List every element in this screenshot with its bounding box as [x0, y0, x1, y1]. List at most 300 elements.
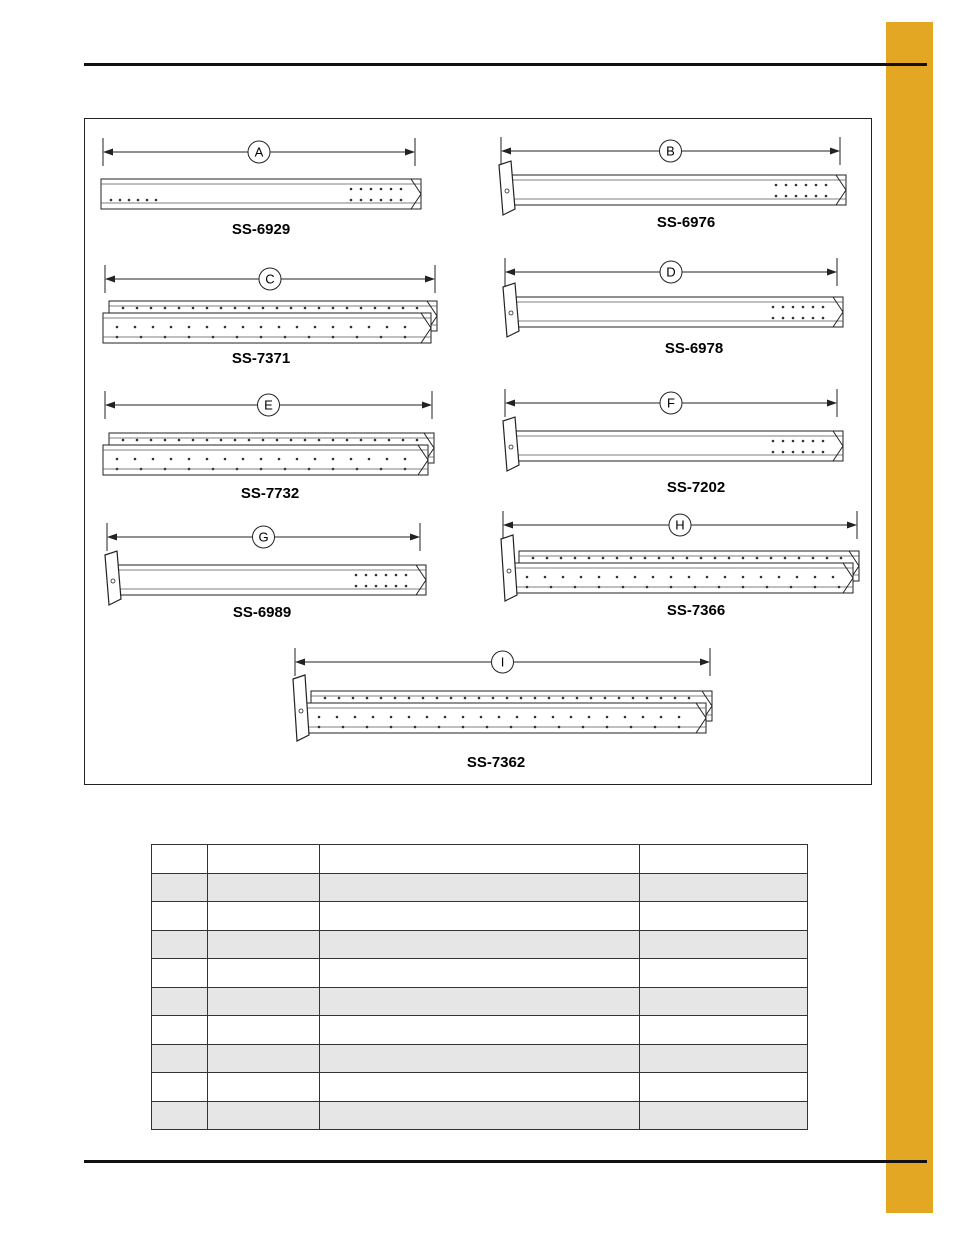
bolt-hole [772, 440, 775, 443]
bolt-hole [775, 184, 778, 187]
part-drawing [501, 511, 859, 619]
bolt-hole [642, 716, 645, 719]
bolt-hole [188, 468, 191, 471]
bolt-hole [116, 336, 119, 339]
bolt-hole [782, 306, 785, 309]
bolt-hole [346, 439, 349, 442]
bolt-hole [724, 576, 727, 579]
bolt-hole [390, 716, 393, 719]
bolt-hole [478, 697, 481, 700]
beam-channel [513, 563, 853, 593]
bolt-hole [350, 458, 353, 461]
table-cell [640, 902, 808, 931]
bolt-hole [840, 557, 843, 560]
part-drawing [105, 523, 426, 621]
bolt-hole [116, 468, 119, 471]
table-row [152, 873, 808, 902]
part-number-label: SS-7371 [231, 350, 291, 367]
table-cell [320, 959, 640, 988]
table-cell [152, 987, 208, 1016]
table-cell [152, 1101, 208, 1130]
dimension-letter: I [500, 654, 505, 670]
bolt-hole [544, 576, 547, 579]
bolt-hole [670, 576, 673, 579]
column-header [640, 845, 808, 874]
table-cell [152, 959, 208, 988]
bolt-hole [404, 326, 407, 329]
bolt-hole [760, 576, 763, 579]
bolt-hole [188, 336, 191, 339]
bolt-hole [772, 317, 775, 320]
bolt-hole [164, 307, 167, 310]
bolt-hole [742, 557, 745, 560]
bolt-hole [386, 458, 389, 461]
bolt-hole [212, 336, 215, 339]
bolt-hole [220, 307, 223, 310]
bolt-hole [405, 585, 408, 588]
bolt-hole [242, 326, 245, 329]
column-header [320, 845, 640, 874]
bolt-hole [234, 307, 237, 310]
table-cell [640, 1101, 808, 1130]
bolt-hole [426, 716, 429, 719]
bolt-hole [356, 336, 359, 339]
part-number-label: SS-7202 [666, 479, 726, 496]
bolt-hole [450, 697, 453, 700]
bolt-hole [546, 557, 549, 560]
base-plate [105, 551, 121, 605]
bolt-hole [728, 557, 731, 560]
bolt-hole [290, 439, 293, 442]
bolt-hole [248, 307, 251, 310]
bolt-hole [630, 726, 633, 729]
bolt-hole [618, 697, 621, 700]
bolt-hole [116, 326, 119, 329]
bolt-hole [360, 188, 363, 191]
bolt-hole [150, 307, 153, 310]
bolt-hole [318, 716, 321, 719]
bolt-hole [782, 317, 785, 320]
bolt-hole [152, 326, 155, 329]
bolt-hole [136, 439, 139, 442]
bolt-hole [324, 697, 327, 700]
bolt-hole [260, 336, 263, 339]
bolt-hole [694, 586, 697, 589]
table-row [152, 959, 808, 988]
bolt-hole [164, 439, 167, 442]
bolt-hole [402, 307, 405, 310]
part-drawing [293, 648, 712, 771]
bolt-hole [304, 307, 307, 310]
bolt-hole [408, 697, 411, 700]
bolt-hole [122, 307, 125, 310]
bolt-hole [318, 307, 321, 310]
bolt-hole [550, 586, 553, 589]
dimension-letter: A [254, 144, 264, 160]
bolt-hole [646, 697, 649, 700]
table-cell [320, 873, 640, 902]
bolt-hole [360, 307, 363, 310]
bolt-hole [498, 716, 501, 719]
table-cell [208, 930, 320, 959]
bolt-hole [178, 307, 181, 310]
part-drawing [503, 389, 843, 496]
bolt-hole [224, 326, 227, 329]
bolt-hole [558, 726, 561, 729]
bolt-hole [152, 458, 155, 461]
bolt-hole [624, 716, 627, 719]
bolt-hole [388, 307, 391, 310]
table-cell [320, 1073, 640, 1102]
table-cell [640, 1044, 808, 1073]
bolt-hole [742, 586, 745, 589]
bolt-hole [622, 586, 625, 589]
bolt-hole [414, 726, 417, 729]
bolt-hole [395, 574, 398, 577]
bolt-hole [380, 199, 383, 202]
bolt-hole [128, 199, 131, 202]
bolt-hole [350, 199, 353, 202]
bolt-hole [534, 716, 537, 719]
bolt-hole [262, 307, 265, 310]
table-header-row [152, 845, 808, 874]
bolt-hole [604, 697, 607, 700]
bolt-hole [276, 439, 279, 442]
bolt-hole [304, 439, 307, 442]
part-number-label: SS-6989 [232, 604, 292, 621]
bolt-hole [570, 716, 573, 719]
table-cell [640, 1016, 808, 1045]
dimension-letter: F [667, 395, 675, 411]
beam-channel [515, 297, 843, 327]
footer-rule [84, 1160, 927, 1163]
bolt-hole [380, 336, 383, 339]
bolt-hole [400, 188, 403, 191]
bolt-hole [532, 557, 535, 560]
bolt-hole [802, 306, 805, 309]
bolt-hole [206, 458, 209, 461]
parts-figure [84, 118, 872, 785]
bolt-hole [416, 439, 419, 442]
bolt-hole [632, 697, 635, 700]
bolt-hole [825, 195, 828, 198]
bolt-hole [812, 440, 815, 443]
bolt-hole [314, 326, 317, 329]
bolt-hole [119, 199, 122, 202]
bolt-hole [374, 307, 377, 310]
bolt-hole [354, 716, 357, 719]
bolt-hole [385, 585, 388, 588]
bolt-hole [825, 184, 828, 187]
bolt-hole [756, 557, 759, 560]
bolt-hole [380, 697, 383, 700]
table-cell [320, 1044, 640, 1073]
bolt-hole [438, 726, 441, 729]
bolt-hole [155, 199, 158, 202]
bolt-hole [778, 576, 781, 579]
bolt-hole [714, 557, 717, 560]
bolt-hole [284, 336, 287, 339]
bolt-hole [346, 307, 349, 310]
table-cell [640, 930, 808, 959]
table-row [152, 930, 808, 959]
bolt-hole [422, 697, 425, 700]
bolt-hole [826, 557, 829, 560]
bolt-hole [188, 458, 191, 461]
bolt-hole [224, 458, 227, 461]
bolt-hole [688, 576, 691, 579]
header-rule [84, 63, 927, 66]
bolt-hole [336, 716, 339, 719]
bolt-hole [332, 468, 335, 471]
bolt-hole [314, 458, 317, 461]
table-cell [208, 987, 320, 1016]
bolt-hole [332, 307, 335, 310]
bolt-hole [352, 697, 355, 700]
bolt-hole [350, 188, 353, 191]
dimension-letter: H [675, 517, 685, 533]
bolt-hole [402, 439, 405, 442]
table-cell [208, 902, 320, 931]
bolt-hole [812, 306, 815, 309]
bolt-hole [658, 557, 661, 560]
bolt-hole [380, 188, 383, 191]
bolt-hole [814, 576, 817, 579]
bolt-hole [436, 697, 439, 700]
bolt-hole [795, 195, 798, 198]
bolt-hole [318, 439, 321, 442]
bolt-hole [360, 439, 363, 442]
bolt-hole [790, 586, 793, 589]
bolt-hole [526, 586, 529, 589]
part-number-label: SS-6978 [664, 340, 724, 357]
bolt-hole [380, 468, 383, 471]
part-number-label: SS-7362 [466, 754, 526, 771]
bolt-hole [192, 307, 195, 310]
bolt-hole [646, 586, 649, 589]
bolt-hole [296, 458, 299, 461]
bolt-hole [534, 726, 537, 729]
table-cell [152, 902, 208, 931]
table-cell [208, 1044, 320, 1073]
table-cell [320, 902, 640, 931]
bolt-hole [332, 336, 335, 339]
bolt-hole [395, 585, 398, 588]
bolt-hole [644, 557, 647, 560]
bolt-hole [372, 716, 375, 719]
bolt-hole [290, 307, 293, 310]
bolt-hole [526, 576, 529, 579]
bolt-hole [212, 468, 215, 471]
bolt-hole [262, 439, 265, 442]
bolt-hole [388, 439, 391, 442]
bolt-hole [150, 439, 153, 442]
table-row [152, 1073, 808, 1102]
bolt-hole [366, 697, 369, 700]
bolt-hole [368, 458, 371, 461]
bolt-hole [365, 585, 368, 588]
bolt-hole [678, 726, 681, 729]
bolt-hole [670, 586, 673, 589]
bolt-hole [444, 716, 447, 719]
bolt-hole [654, 726, 657, 729]
bolt-hole [260, 326, 263, 329]
bolt-hole [590, 697, 593, 700]
part-drawing [503, 258, 843, 357]
bolt-hole [812, 557, 815, 560]
bolt-hole [822, 306, 825, 309]
bolt-hole [785, 184, 788, 187]
dimension-letter: C [265, 271, 275, 287]
bolt-hole [616, 557, 619, 560]
bolt-hole [580, 576, 583, 579]
table-row [152, 902, 808, 931]
bolt-hole [356, 468, 359, 471]
bolt-hole [164, 336, 167, 339]
bolt-hole [588, 716, 591, 719]
part-number-label: SS-6976 [656, 214, 716, 231]
bolt-hole [510, 726, 513, 729]
bolt-hole [408, 716, 411, 719]
table-row [152, 1016, 808, 1045]
bolt-hole [672, 557, 675, 560]
bolt-hole [464, 697, 467, 700]
bolt-hole [385, 574, 388, 577]
bolt-hole [342, 726, 345, 729]
bolt-hole [792, 451, 795, 454]
bolt-hole [206, 307, 209, 310]
bolt-hole [400, 199, 403, 202]
bolt-hole [742, 576, 745, 579]
bolt-hole [164, 468, 167, 471]
bolt-hole [822, 451, 825, 454]
bolt-hole [110, 199, 113, 202]
table-cell [208, 1101, 320, 1130]
bolt-hole [588, 557, 591, 560]
table-cell [208, 959, 320, 988]
bolt-hole [634, 576, 637, 579]
bolt-hole [332, 458, 335, 461]
side-tab [886, 22, 933, 1213]
bolt-hole [192, 439, 195, 442]
bolt-hole [678, 716, 681, 719]
part-number-label: SS-7366 [666, 602, 726, 619]
bolt-hole [772, 306, 775, 309]
bolt-hole [296, 326, 299, 329]
bolt-hole [134, 326, 137, 329]
bolt-hole [170, 326, 173, 329]
part-number-label: SS-7732 [240, 485, 300, 502]
bolt-hole [248, 439, 251, 442]
bolt-hole [404, 336, 407, 339]
table-cell [152, 1016, 208, 1045]
table-row [152, 1101, 808, 1130]
bolt-hole [795, 184, 798, 187]
table-cell [320, 987, 640, 1016]
bolt-hole [206, 326, 209, 329]
bolt-hole [366, 726, 369, 729]
bolt-hole [598, 586, 601, 589]
bolt-hole [688, 697, 691, 700]
bolt-hole [574, 586, 577, 589]
part-drawing [499, 137, 846, 231]
dimension-letter: B [666, 143, 675, 159]
beam-channel [101, 179, 421, 209]
bolt-hole [375, 574, 378, 577]
bolt-hole [404, 458, 407, 461]
bolt-hole [660, 716, 663, 719]
table-cell [320, 1101, 640, 1130]
dimension-letter: D [666, 264, 676, 280]
bolt-hole [802, 317, 805, 320]
bolt-hole [134, 458, 137, 461]
table-cell [208, 1016, 320, 1045]
bolt-hole [462, 726, 465, 729]
bolt-hole [116, 458, 119, 461]
bolt-hole [370, 188, 373, 191]
bolt-hole [260, 458, 263, 461]
bolt-hole [770, 557, 773, 560]
bolt-hole [492, 697, 495, 700]
column-header [208, 845, 320, 874]
bolt-hole [178, 439, 181, 442]
bolt-hole [278, 326, 281, 329]
bolt-hole [766, 586, 769, 589]
bolt-hole [832, 576, 835, 579]
bolt-hole [332, 326, 335, 329]
bolt-hole [552, 716, 555, 719]
bolt-hole [370, 199, 373, 202]
part-number-label: SS-6929 [231, 221, 291, 238]
bolt-hole [374, 439, 377, 442]
bolt-hole [140, 468, 143, 471]
bolt-hole [718, 586, 721, 589]
bolt-hole [606, 726, 609, 729]
base-plate [503, 283, 519, 337]
bolt-hole [782, 440, 785, 443]
dimension-letter: E [264, 397, 273, 413]
bolt-hole [802, 451, 805, 454]
bolt-hole [812, 317, 815, 320]
bolt-hole [206, 439, 209, 442]
bolt-hole [368, 326, 371, 329]
bolt-hole [576, 697, 579, 700]
table-cell [640, 959, 808, 988]
beam-channel [117, 565, 426, 595]
bolt-hole [674, 697, 677, 700]
bolt-hole [798, 557, 801, 560]
bolt-hole [462, 716, 465, 719]
bolt-hole [516, 716, 519, 719]
base-plate [293, 675, 309, 741]
bolt-hole [782, 451, 785, 454]
bolt-hole [284, 468, 287, 471]
bolt-hole [812, 451, 815, 454]
bolt-hole [390, 726, 393, 729]
table-cell [208, 1073, 320, 1102]
bolt-hole [140, 336, 143, 339]
bolt-hole [318, 726, 321, 729]
bolt-hole [236, 336, 239, 339]
bolt-hole [122, 439, 125, 442]
bolt-hole [574, 557, 577, 560]
bolt-hole [236, 468, 239, 471]
table-row [152, 987, 808, 1016]
bolt-hole [170, 458, 173, 461]
bolt-hole [792, 317, 795, 320]
table-cell [152, 1044, 208, 1073]
beam-channel [515, 431, 843, 461]
